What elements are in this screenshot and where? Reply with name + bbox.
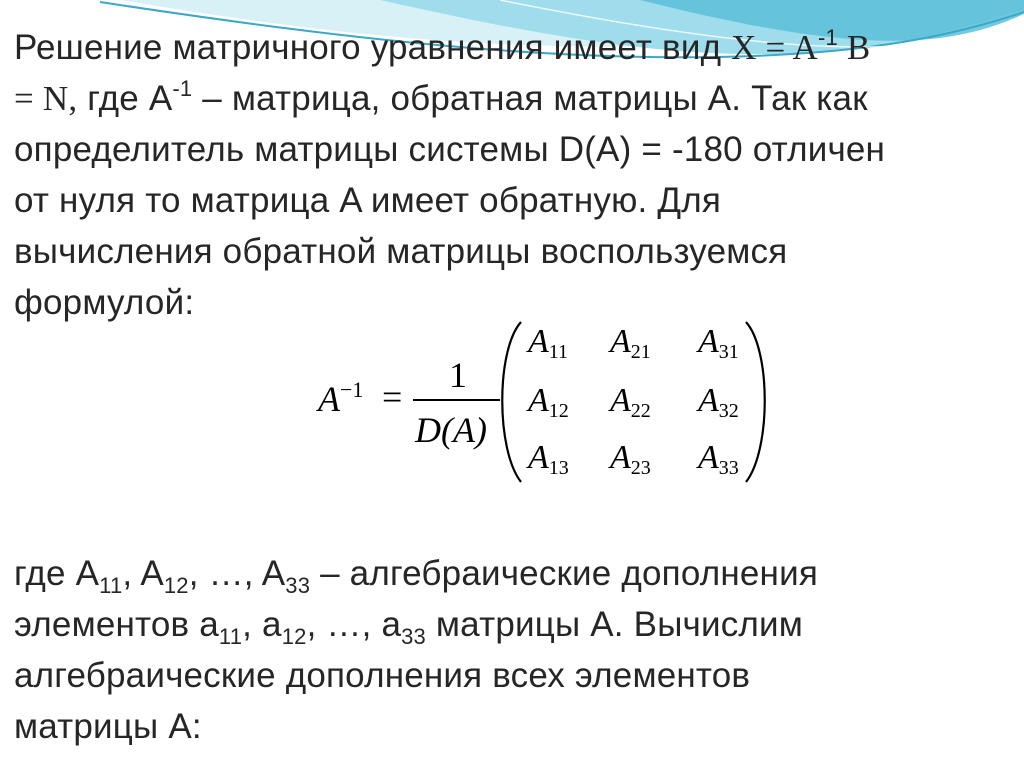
text: где: [77, 79, 149, 118]
text: , …, A: [188, 554, 286, 593]
matrix-a11: [528, 325, 568, 362]
text: , a: [242, 605, 282, 644]
line-2: [14, 73, 1014, 124]
lhs-sup: −1: [340, 377, 364, 402]
cell-base: A: [610, 382, 631, 419]
cell-sub: 23: [630, 457, 651, 479]
text: элементов a: [14, 605, 219, 644]
line-1: [14, 22, 1014, 73]
subscript: 11: [218, 624, 243, 649]
line-2: [14, 599, 1014, 650]
matrix-a23: [610, 441, 651, 478]
text: , A: [122, 554, 164, 593]
cell-base: A: [698, 382, 719, 419]
line-3: алгебраические дополнения всех элементов: [14, 656, 751, 695]
matrix-a21: [610, 325, 651, 362]
text: Решение матричного уравнения имеет вид: [14, 28, 732, 67]
text-x-equals-a: X = A: [731, 28, 818, 67]
subscript: 12: [281, 624, 307, 649]
text: где A: [14, 554, 100, 593]
cell-sub: 22: [630, 400, 651, 422]
subscript: 12: [163, 573, 189, 598]
superscript: -1: [817, 25, 838, 50]
text-a: A: [148, 79, 173, 118]
cell-base: A: [528, 323, 549, 360]
matrix-a31: [698, 325, 739, 362]
cell-sub: 31: [718, 341, 739, 363]
matrix-a33: [698, 441, 739, 478]
right-parenthesis: [746, 322, 765, 482]
cell-base: A: [610, 323, 631, 360]
text: матрицы A. Вычислим: [426, 605, 804, 644]
cell-base: A: [698, 439, 719, 476]
formula-equals: =: [382, 377, 403, 417]
text: , …, a: [306, 605, 402, 644]
cell-base: A: [610, 439, 631, 476]
matrix-a13: [528, 441, 569, 478]
subscript: 11: [99, 573, 123, 598]
matrix-a22: [610, 384, 651, 421]
text: – алгебраические дополнения: [310, 554, 818, 593]
left-parenthesis: [502, 322, 521, 482]
cell-sub: 12: [548, 400, 569, 422]
superscript: -1: [172, 76, 193, 101]
text-equals-n: = N,: [14, 79, 78, 118]
subscript: 33: [285, 573, 311, 598]
cell-sub: 32: [718, 400, 739, 422]
fraction-denominator: D(A): [415, 410, 487, 450]
lhs-base: A: [318, 379, 340, 419]
cell-sub: 21: [630, 341, 651, 363]
cell-base: A: [528, 439, 549, 476]
line-4: от нуля то матрица A имеет обратную. Для: [14, 181, 722, 220]
paragraph-top: [14, 22, 1014, 328]
formula-lhs: [318, 379, 363, 417]
cell-sub: 13: [548, 457, 569, 479]
line-3: определитель матрицы системы D(A) = -180 отличен: [14, 130, 886, 169]
matrix-a32: [698, 384, 739, 421]
text: – матрица, обратная матрицы A. Так как: [192, 79, 868, 118]
fraction-numerator: 1: [449, 355, 467, 395]
cell-sub: 11: [548, 341, 569, 363]
line-4: матрицы A:: [14, 707, 202, 746]
matrix-a12: [528, 384, 569, 421]
cell-sub: 33: [718, 457, 739, 479]
line-5: вычисления обратной матрицы воспользуемся: [14, 232, 788, 271]
cell-base: A: [528, 382, 549, 419]
paragraph-bottom: [14, 548, 1014, 752]
text-b: B: [837, 28, 871, 67]
cell-base: A: [698, 323, 719, 360]
line-1: [14, 548, 1014, 599]
line-6: формулой:: [14, 283, 195, 322]
subscript: 33: [401, 624, 426, 649]
